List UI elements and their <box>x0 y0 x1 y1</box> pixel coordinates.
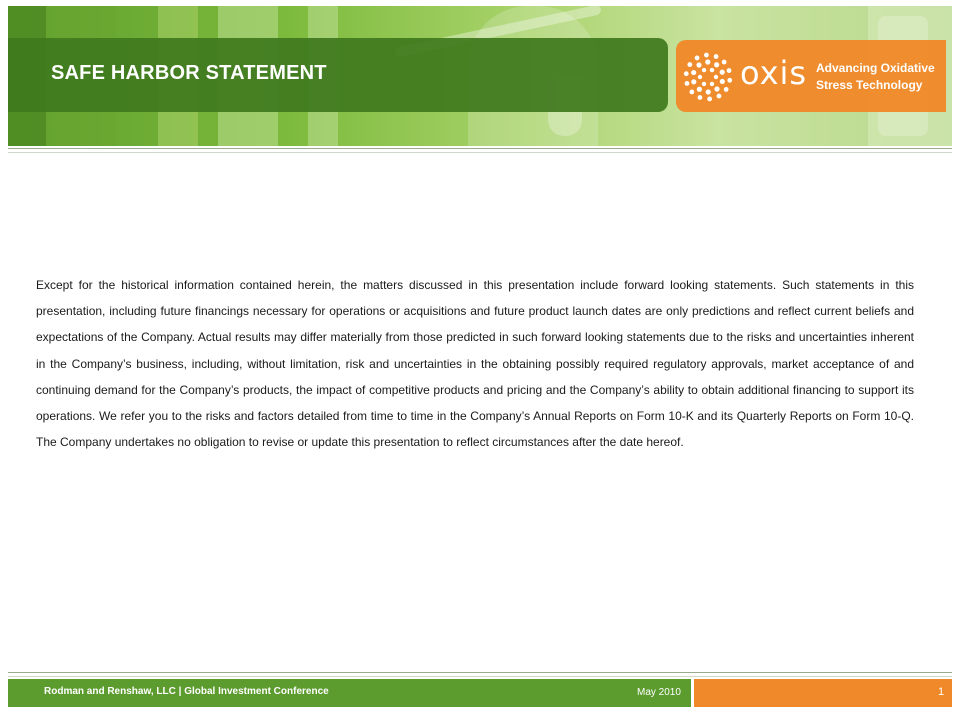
logo-dot <box>727 78 732 83</box>
logo-dot <box>714 62 719 67</box>
logo-dot <box>714 86 719 91</box>
footer-conference-label: Rodman and Renshaw, LLC | Global Investment Conference <box>44 686 329 697</box>
logo-dot <box>702 68 706 72</box>
logo-dot <box>691 70 696 75</box>
slide-title: SAFE HARBOR STATEMENT <box>51 62 327 84</box>
logo-dot <box>710 68 714 72</box>
logo-dot <box>710 82 714 86</box>
logo-dot <box>717 94 722 99</box>
logo-dot <box>689 90 694 95</box>
logo-dot <box>695 56 700 61</box>
footer-divider <box>8 672 952 677</box>
logo-dot <box>714 75 718 79</box>
footer-date: May 2010 <box>637 687 681 698</box>
logo-dot <box>704 53 709 58</box>
safe-harbor-statement-text: Except for the historical information contained herein, the matters discussed in this presentation include forward looking statements. Such statements in this presentation, including future financings necessary for operations or acquisitions and future product launch dates are only predictions and reflect current beliefs and expectations of the Company. Actual results may differ materially from those predicted in such forward looking statements due to the risks and uncertainties inherent in the Company’s business, including, without limitation, risk and uncertainties in the obtaining possibly required regulatory approvals, market acceptance of and continuing demand for the Company’s products, the impact of competitive products and pricing and the Company’s ability to obtain additional financing to support its operations. We refer you to the risks and factors detailed from time to time in the Company’s Annual Reports on Form 10-K and its Quarterly Reports on Form 10-Q. The Company undertakes no obligation to revise or update this presentation to reflect circumstances after the date hereof. <box>36 278 914 450</box>
logo-dot <box>684 71 689 76</box>
logo-dot <box>685 81 690 86</box>
logo-dot <box>724 87 729 92</box>
logo-wordmark: oxis <box>740 54 808 92</box>
logo-dot <box>706 89 711 94</box>
logo-dot <box>714 54 719 59</box>
logo-dot <box>727 68 732 73</box>
logo-dot <box>720 79 725 84</box>
header-divider <box>8 148 952 153</box>
logo-dot <box>697 87 702 92</box>
page-number: 1 <box>938 686 945 698</box>
dotted-sunburst-logo-icon <box>682 50 734 104</box>
logo-dot <box>698 95 703 100</box>
logo-dot <box>691 79 696 84</box>
tagline-line-2: Stress Technology <box>816 78 923 92</box>
logo-dot <box>687 62 692 67</box>
logo-dot <box>705 59 710 64</box>
logo-dot <box>698 75 702 79</box>
logo-tagline <box>816 60 935 94</box>
logo-dot <box>707 97 712 102</box>
footer-bar-orange <box>694 679 952 707</box>
tagline-line-1: Advancing Oxidative <box>816 61 935 75</box>
logo-dot <box>720 70 725 75</box>
logo-dot <box>702 82 706 86</box>
logo-dot <box>696 62 701 67</box>
logo-dot <box>722 60 727 65</box>
